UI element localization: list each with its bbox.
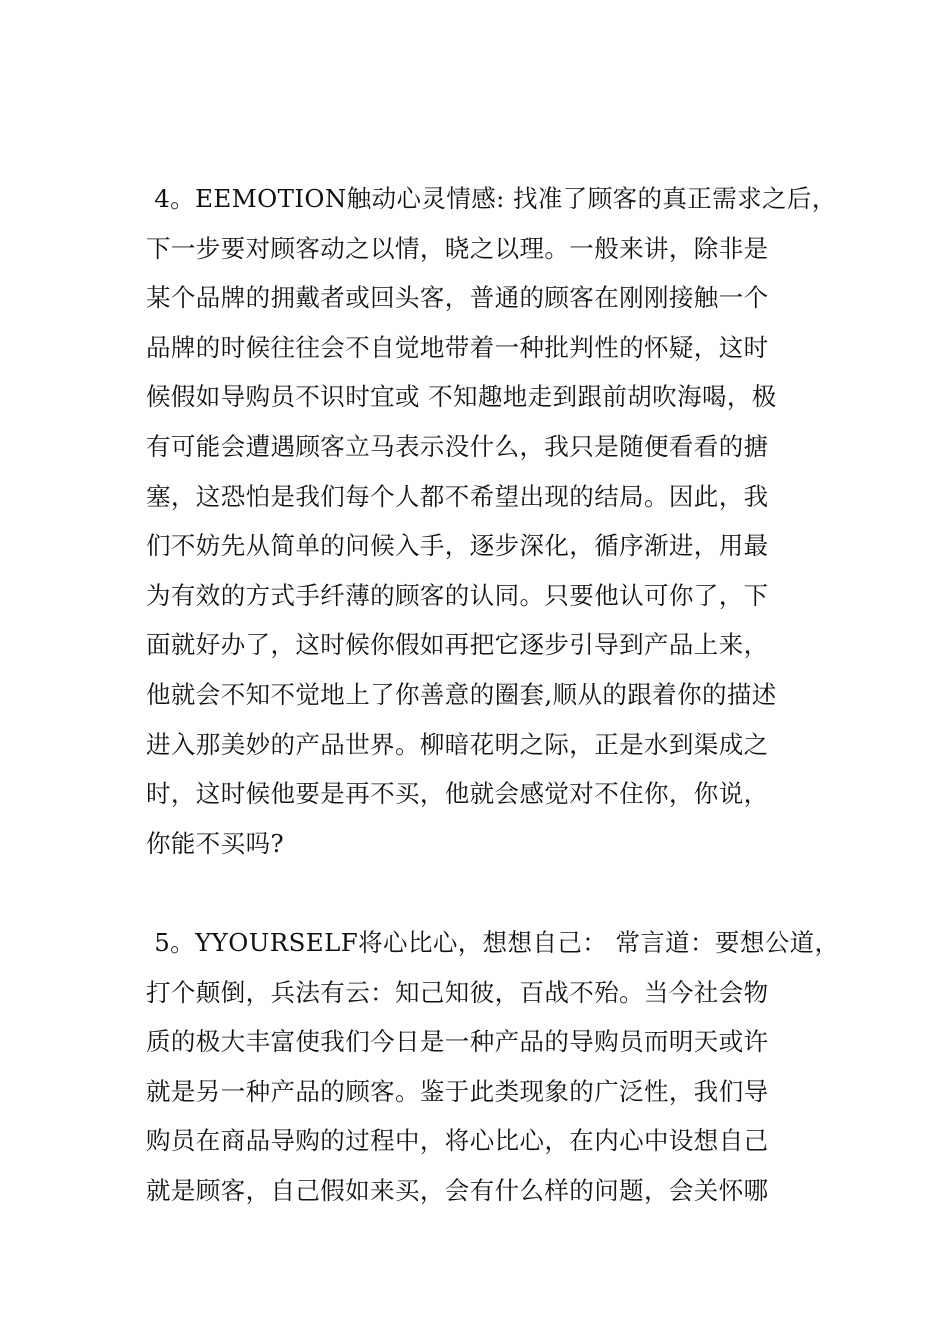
text-line: 他就会不知不觉地上了你善意的圈套,顺从的跟着你的描述 <box>146 679 777 709</box>
text-line: 塞，这恐怕是我们每个人都不希望出现的结局。因此，我 <box>146 481 769 511</box>
text-line: 就是另一种产品的顾客。鉴于此类现象的广泛性，我们导 <box>146 1076 769 1106</box>
text-line: 时，这时候他要是再不买，他就会感觉对不住你，你说， <box>146 779 769 809</box>
text-line: 为有效的方式手纤薄的顾客的认同。只要他认可你了，下 <box>146 580 769 610</box>
text-line: 面就好办了，这时候你假如再把它逐步引导到产品上来， <box>146 630 769 660</box>
text-line: 就是顾客，自己假如来买，会有什么样的问题，会关怀哪 <box>146 1175 769 1205</box>
text-line: 候假如导购员不识时宜或 不知趣地走到跟前胡吹海喝，极 <box>146 382 777 412</box>
text-line: 们不妨先从简单的问候入手，逐步深化，循序渐进，用最 <box>146 531 769 561</box>
text-line: 品牌的时候往往会不自觉地带着一种批判性的怀疑，这时 <box>146 332 769 362</box>
text-line: 你能不买吗? <box>146 828 285 858</box>
text-line: 质的极大丰富使我们今日是一种产品的导购员而明天或许 <box>146 1027 769 1057</box>
paragraph-yourself <box>146 918 840 1216</box>
paragraph-emotion <box>146 174 836 868</box>
text-line: 5。YYOURSELF将心比心，想想自己： 常言道：要想公道， <box>146 928 840 957</box>
text-line: 打个颠倒，兵法有云：知己知彼，百战不殆。当今社会物 <box>146 977 769 1007</box>
text-line: 进入那美妙的产品世界。柳暗花明之际，正是水到渠成之 <box>146 729 769 759</box>
text-line: 4。EEMOTION触动心灵情感: 找准了顾客的真正需求之后， <box>146 184 837 213</box>
text-line: 下一步要对顾客动之以情，晓之以理。一般来讲，除非是 <box>146 233 769 263</box>
text-line: 某个品牌的拥戴者或回头客，普通的顾客在刚刚接触一个 <box>146 283 769 313</box>
text-line: 有可能会遭遇顾客立马表示没什么，我只是随便看看的搪 <box>146 431 769 461</box>
text-line: 购员在商品导购的过程中，将心比心，在内心中设想自己 <box>146 1126 769 1156</box>
